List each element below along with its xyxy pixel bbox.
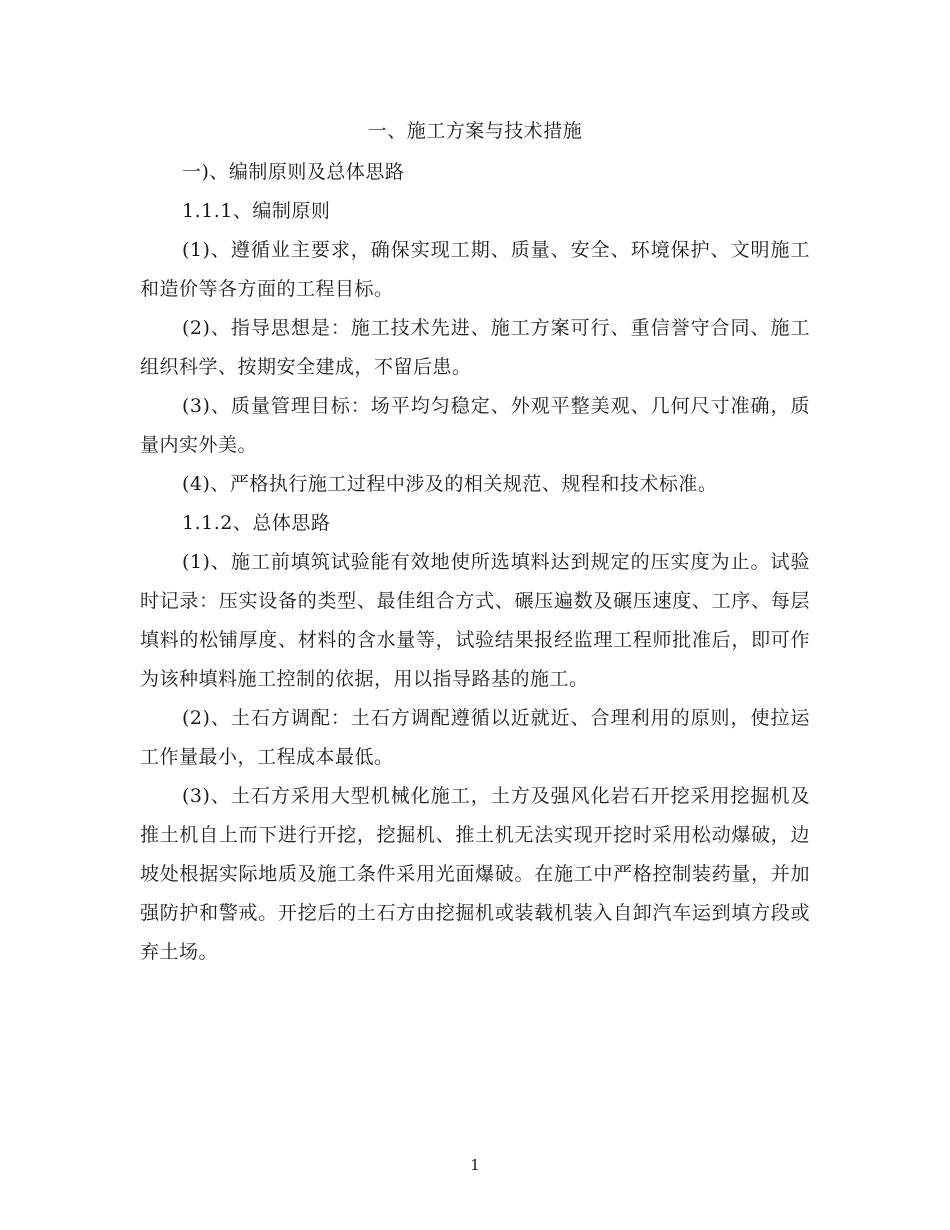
approach-paragraph: (1)、施工前填筑试验能有效地使所选填料达到规定的压实度为止。试验时记录：压实设备的类型、最佳组合方式、碾压遍数及碾压速度、工序、每层填料的松铺厚度、材料的含水量等，试验结果报经监理工程师批准后，即可作为该种填料施工控制的依据，用以指导路基的施工。 [140,551,810,690]
section-heading: 一)、编制原则及总体思路 [182,161,405,183]
approach-paragraph: (2)、土石方调配：土石方调配遵循以近就近、合理利用的原则，使拉运工作量最小，工程成本最低。 [140,707,810,768]
principle-paragraph: (1)、遵循业主要求，确保实现工期、质量、安全、环境保护、文明施工和造价等各方面的工程目标。 [140,239,810,300]
approach-paragraph: (3)、土石方采用大型机械化施工，土方及强风化岩石开挖采用挖掘机及推土机自上而下进行开挖，挖掘机、推土机无法实现开挖时采用松动爆破，边坡处根据实际地质及施工条件采用光面爆破。在施工中严格控制装药量，并加强防护和警戒。开挖后的土石方由挖掘机或装载机装入自卸汽车运到填方段或弃土场。 [140,785,810,963]
principle-paragraph: (2)、指导思想是：施工技术先进、施工方案可行、重信誉守合同、施工组织科学、按期安全建成，不留后患。 [140,317,810,378]
page-number: 1 [470,1156,480,1174]
document-title: 一、施工方案与技术措施 [367,120,583,142]
subsection-heading-approach: 1.1.2、总体思路 [182,512,331,534]
principle-paragraph: (4)、严格执行施工过程中涉及的相关规范、规程和技术标准。 [182,473,718,495]
principle-paragraph: (3)、质量管理目标：场平均匀稳定、外观平整美观、几何尺寸准确，质量内实外美。 [140,395,810,456]
subsection-heading-principles: 1.1.1、编制原则 [182,200,331,222]
document-body [140,112,810,972]
